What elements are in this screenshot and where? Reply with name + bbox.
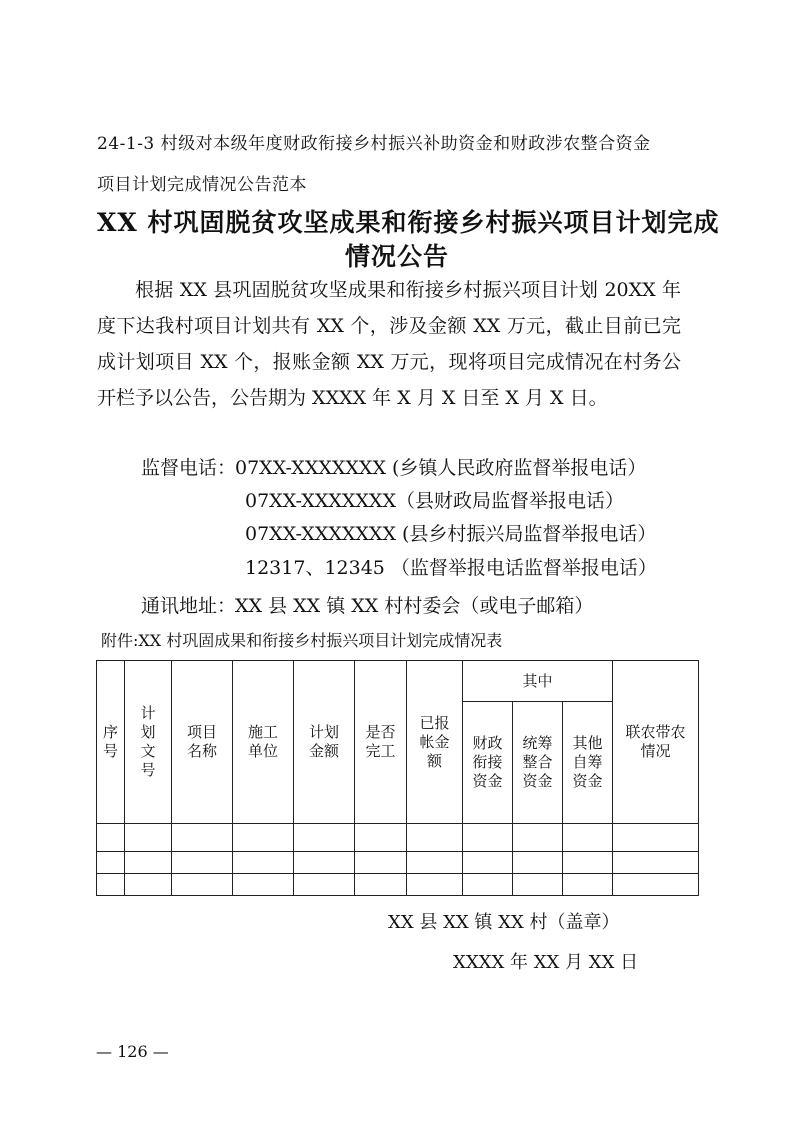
- address-label: 通讯地址：: [141, 595, 237, 617]
- header-seq: 序 号: [97, 661, 125, 824]
- header-self-raised-fund: 其他 自筹 资金: [563, 702, 613, 824]
- supervision-label: 监督电话：: [141, 457, 237, 479]
- project-completion-table: [96, 660, 699, 896]
- supervision-phone-3: 07XX-XXXXXXX (县乡村振兴局监督举报电话）: [245, 523, 657, 545]
- header-of-which: 其中: [463, 661, 613, 702]
- supervision-phone-4: 12317、12345 （监督举报电话监督举报电话）: [245, 557, 657, 579]
- body-paragraph: 根据 XX 县巩固脱贫攻坚成果和衔接乡村振兴项目计划 20XX 年度下达我村项目计划共有 XX 个，涉及金额 XX 万元，截止目前已完成计划项目 XX 个，报账金额 XX 万元，现将项目完成情况在村务公开栏予以公告，公告期为 XXXX 年 X 月 X 日至 X 月 X 日。: [97, 279, 681, 409]
- header-completed: 是否 完工: [355, 661, 407, 824]
- table-row: [97, 874, 699, 896]
- signature-organization: XX 县 XX 镇 XX 村（盖章）: [388, 912, 620, 933]
- section-heading-line-2: 项目计划完成情况公告范本: [97, 175, 307, 195]
- signature-date: XXXX 年 XX 月 XX 日: [453, 952, 639, 973]
- section-heading-line-1: 24-1-3 村级对本级年度财政衔接乡村振兴补助资金和财政涉农整合资金: [97, 134, 651, 154]
- supervision-phone-1: 07XX-XXXXXXX (乡镇人民政府监督举报电话）: [235, 457, 647, 479]
- page-number: — 126 —: [96, 1042, 169, 1061]
- announcement-title-line-1: XX 村巩固脱贫攻坚成果和衔接乡村振兴项目计划完成: [97, 208, 720, 237]
- header-fiscal-fund: 财政 衔接 资金: [463, 702, 513, 824]
- header-integrated-fund: 统筹 整合 资金: [513, 702, 563, 824]
- header-reimbursed-amount: 已报 帐金 额: [407, 661, 463, 824]
- header-project-name: 项目 名称: [172, 661, 233, 824]
- address-value: XX 县 XX 镇 XX 村村委会（或电子邮箱）: [235, 595, 594, 617]
- table-row: [97, 852, 699, 874]
- attachment-caption: 附件:XX 村巩固成果和衔接乡村振兴项目计划完成情况表: [101, 631, 503, 650]
- announcement-title-line-2: 情况公告: [344, 242, 449, 271]
- supervision-phone-2: 07XX-XXXXXXX（县财政局监督举报电话）: [245, 490, 624, 512]
- header-contractor: 施工 单位: [233, 661, 294, 824]
- header-farmer-linkage: 联农带农 情况: [613, 661, 699, 824]
- announcement-body: [97, 272, 681, 416]
- header-doc-number: 计 划 文 号: [125, 661, 172, 824]
- header-plan-amount: 计划 金额: [294, 661, 355, 824]
- table-row: [97, 824, 699, 852]
